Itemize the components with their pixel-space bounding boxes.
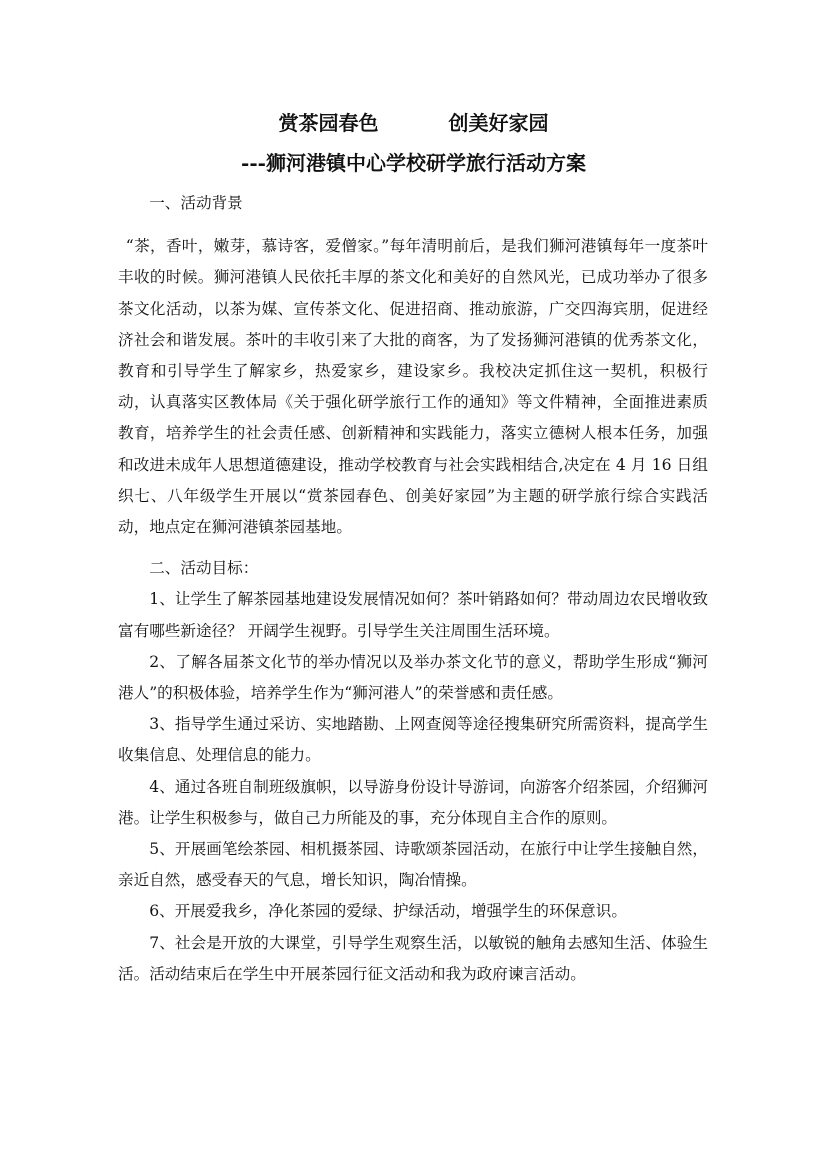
title-part-1: 赏茶园春色 — [278, 111, 379, 135]
goal-item-5: 5、开展画笔绘茶园、相机摄茶园、诗歌颂茶园活动，在旅行中让学生接触自然，亲近自然，感受春天的气息，增长知识，陶冶情操。 — [118, 840, 708, 890]
goal-item-1: 1、让学生了解茶园基地建设发展情况如何？茶叶销路如何？带动周边农民增收致富有哪些新途径？ 开阔学生视野。引导学生关注周围生活环境。 — [118, 590, 708, 640]
document-body — [118, 188, 708, 990]
document-subtitle: ---狮河港镇中心学校研学旅行活动方案 — [241, 151, 586, 175]
goal-item-3: 3、指导学生通过采访、实地踏勘、上网查阅等途径搜集研究所需资料，提高学生收集信息、处理信息的能力。 — [118, 715, 708, 765]
section-heading-background: 一、活动背景 — [149, 194, 243, 212]
goal-item-2: 2、了解各届茶文化节的举办情况以及举办茶文化节的意义，帮助学生形成“狮河港人”的积极体验，培养学生作为“狮河港人”的荣誉感和责任感。 — [118, 652, 708, 703]
title-part-2: 创美好家园 — [448, 111, 549, 135]
goal-item-7: 7、社会是开放的大课堂，引导学生观察生活，以敏锐的触角去感知生活、体验生活。活动结束后在学生中开展茶园行征文活动和我为政府谏言活动。 — [118, 933, 708, 983]
document-title — [0, 108, 827, 138]
background-paragraph: “茶，香叶，嫩芽，慕诗客，爱僧家。”每年清明前后，是我们狮河港镇每年一度茶叶丰收的时候。狮河港镇人民依托丰厚的茶文化和美好的自然风光，已成功举办了很多茶文化活动，以茶为媒、宣传茶文化、促进招商、推动旅游，广交四海宾朋，促进经济社会和谐发展。茶叶的丰收引来了大批的商客，为了发扬狮河港镇的优秀茶文化，教育和引导学生了解家乡，热爱家乡，建设家乡。我校决定抓住这一契机，积极行动，认真落实区教体局《关于强化研学旅行工作的通知》等文件精神，全面推进素质教育，培养学生的社会责任感、创新精神和实践能力，落实立德树人根本任务，加强和改进未成年人思想道德建设，推动学校教育与社会实践相结合,决定在 4 月 16 日组织七、八年级学生开展以“赏茶园春色、创美好家园”为主题的研学旅行综合实践活动，地点定在狮河港镇茶园基地。 — [118, 237, 708, 537]
goal-item-4: 4、通过各班自制班级旗帜，以导游身份设计导游词，向游客介绍茶园，介绍狮河港。让学生积极参与，做自己力所能及的事，充分体现自主合作的原则。 — [118, 777, 708, 827]
section-heading-goals: 二、活动目标： — [149, 559, 259, 578]
goal-item-6: 6、开展爱我乡，净化茶园的爱绿、护绿活动，增强学生的环保意识。 — [149, 902, 627, 921]
